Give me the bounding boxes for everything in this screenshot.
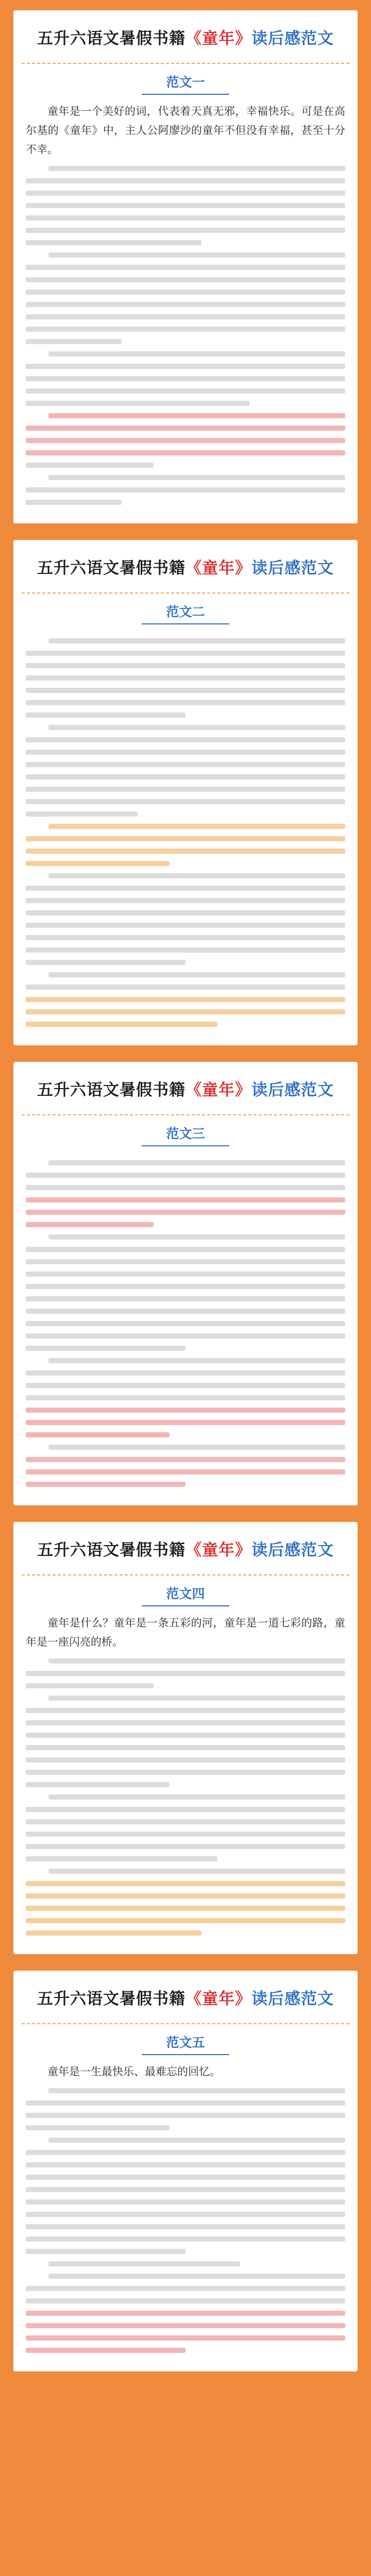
text-line-placeholder [26,487,345,493]
essay-subtitle: 范文一 [166,75,205,90]
text-line-placeholder [26,463,154,468]
text-line-placeholder [48,1358,345,1363]
paragraph-placeholder [26,2138,345,2254]
highlighted-text-line-placeholder [26,2335,345,2341]
text-line-placeholder [26,799,345,804]
title-book-name: 《童年》 [185,29,251,48]
highlighted-text-line-placeholder [26,1210,345,1215]
text-line-placeholder [26,1346,185,1351]
paragraph-placeholder [26,725,345,817]
text-line-placeholder [26,700,345,705]
text-line-placeholder [26,203,345,208]
text-line-placeholder [26,1395,345,1400]
text-line-placeholder [26,1370,345,1376]
essay-body [13,624,358,1045]
essay-list [0,10,371,2371]
text-line-placeholder [26,2298,345,2303]
text-line-placeholder [26,811,138,817]
essay-subtitle: 范文四 [166,1586,205,1601]
highlighted-text-line-placeholder [26,1197,345,1202]
text-line-placeholder [26,2249,185,2254]
paragraph-placeholder [26,1160,345,1227]
text-line-placeholder [26,886,345,891]
essay-subtitle: 范文三 [166,1126,205,1141]
paragraph-placeholder [26,1794,345,1861]
text-line-placeholder [26,302,345,307]
text-line-placeholder [26,2162,345,2167]
text-line-placeholder [48,252,345,258]
title-suffix: 读后感范文 [251,29,334,48]
essay-card-header [22,1971,349,2024]
highlighted-text-line-placeholder [48,824,345,829]
essay-subtitle: 范文二 [166,604,205,619]
highlighted-text-line-placeholder [26,1432,170,1437]
text-line-placeholder [26,1708,345,1713]
essay-card [13,540,358,1045]
text-line-placeholder [26,265,345,270]
highlighted-text-line-placeholder [26,2348,185,2353]
text-line-placeholder [26,2187,345,2192]
essay-card [13,10,358,523]
text-line-placeholder [48,638,345,643]
essay-card-header [22,10,349,64]
text-line-placeholder [26,2113,345,2118]
text-line-placeholder [26,2125,170,2130]
text-line-placeholder [26,787,345,792]
paragraph-placeholder [26,1658,345,1688]
text-line-placeholder [26,191,345,196]
text-line-placeholder [26,675,345,681]
text-line-placeholder [26,762,345,767]
text-line-placeholder [26,2224,345,2229]
highlighted-text-line-placeholder [26,1918,345,1923]
text-line-placeholder [26,2150,345,2155]
essay-subtitle: 范文五 [166,2035,205,2050]
essay-card [13,1522,358,1954]
highlighted-text-line-placeholder [26,861,170,866]
text-line-placeholder [48,351,345,357]
text-line-placeholder [26,364,345,369]
paragraph-placeholder [26,1358,345,1437]
paragraph-placeholder [26,1696,345,1787]
essay-body [13,1606,358,1954]
paragraph-placeholder [26,166,345,245]
highlighted-text-line-placeholder [26,1893,345,1899]
paragraph-placeholder [26,1869,345,1936]
text-line-placeholder [48,1658,345,1664]
text-line-placeholder [26,688,345,693]
text-line-placeholder [26,1782,170,1787]
essay-card-title [37,25,334,48]
paragraph-placeholder [26,475,345,505]
essay-card-header [22,1062,349,1115]
essay-card-title [37,555,334,578]
text-line-placeholder [26,388,345,394]
text-line-placeholder [26,1770,345,1775]
text-line-placeholder [26,1333,345,1338]
text-line-placeholder [26,1819,345,1824]
text-line-placeholder [26,228,345,233]
text-line-placeholder [48,2274,345,2279]
highlighted-text-line-placeholder [26,1420,345,1425]
essay-paragraph: 童年是一生最快乐、最难忘的回忆。 [47,2065,221,2078]
paragraph-placeholder [26,638,345,718]
highlighted-text-line-placeholder [26,997,345,1002]
title-prefix: 五升六语文暑假书籍 [37,1080,185,1099]
highlighted-text-line-placeholder [26,1482,185,1487]
text-line-placeholder [48,972,345,977]
highlighted-text-line-placeholder [26,438,345,443]
text-line-placeholder [26,1383,345,1388]
text-line-placeholder [26,1844,345,1849]
text-line-placeholder [26,651,345,656]
highlighted-text-line-placeholder [26,450,345,455]
essay-card-header [22,540,349,594]
text-line-placeholder [26,2175,345,2180]
text-line-placeholder [26,947,345,953]
text-line-placeholder [48,2138,345,2143]
title-suffix: 读后感范文 [251,1540,334,1560]
text-line-placeholder [26,750,345,755]
paragraph-placeholder [26,972,345,1027]
text-line-placeholder [26,1720,345,1725]
text-line-placeholder [26,713,185,718]
highlighted-text-line-placeholder [26,1881,345,1886]
text-line-placeholder [48,1160,345,1165]
highlighted-text-line-placeholder [26,1222,154,1227]
highlighted-text-line-placeholder [26,1022,217,1027]
text-line-placeholder [48,1445,345,1450]
highlighted-text-line-placeholder [26,849,345,854]
text-line-placeholder [26,2236,345,2242]
text-line-placeholder [26,1683,154,1688]
text-line-placeholder [48,1794,345,1800]
paragraph-placeholder [26,2274,345,2353]
title-prefix: 五升六语文暑假书籍 [37,29,185,48]
essay-card [13,1971,358,2371]
text-line-placeholder [26,314,345,319]
text-line-placeholder [26,898,345,903]
title-prefix: 五升六语文暑假书籍 [37,1540,185,1560]
text-line-placeholder [26,1173,345,1178]
text-line-placeholder [26,2212,345,2217]
text-line-placeholder [26,663,345,668]
text-line-placeholder [26,215,345,221]
text-line-placeholder [26,1321,345,1326]
paragraph-placeholder [26,873,345,965]
title-prefix: 五升六语文暑假书籍 [37,558,185,578]
title-prefix: 五升六语文暑假书籍 [37,1989,185,2008]
highlighted-text-line-placeholder [26,2311,345,2316]
paragraph-placeholder [26,2088,345,2130]
highlighted-text-line-placeholder [26,1408,345,1413]
text-line-placeholder [26,1832,345,1837]
text-line-placeholder [26,1671,345,1676]
text-line-placeholder [26,960,185,965]
highlighted-text-line-placeholder [26,426,345,431]
text-line-placeholder [26,985,345,990]
text-line-placeholder [26,910,345,916]
text-line-placeholder [26,1733,345,1738]
text-line-placeholder [48,725,345,730]
text-line-placeholder [26,2286,345,2291]
paragraph-placeholder [26,1234,345,1351]
text-line-placeholder [48,873,345,878]
text-line-placeholder [48,1696,345,1701]
paragraph-placeholder [26,252,345,344]
title-book-name: 《童年》 [185,1989,251,2008]
text-line-placeholder [26,1272,345,1277]
text-line-placeholder [48,1234,345,1240]
text-line-placeholder [26,923,345,928]
essay-card-title [37,1077,334,1100]
text-line-placeholder [26,376,345,381]
paragraph-placeholder [26,824,345,866]
text-line-placeholder [48,475,345,480]
text-line-placeholder [26,1745,345,1750]
highlighted-text-line-placeholder [26,1009,345,1014]
essay-body [13,1146,358,1505]
essay-card-title [37,1986,334,2009]
highlighted-text-line-placeholder [26,1469,345,1475]
text-line-placeholder [26,2100,345,2106]
title-book-name: 《童年》 [185,1540,251,1560]
text-line-placeholder [26,178,345,183]
paragraph-placeholder [26,1445,345,1487]
text-line-placeholder [26,737,345,742]
text-line-placeholder [26,1284,345,1289]
essay-body [13,2055,358,2371]
paragraph-placeholder [26,351,345,406]
title-book-name: 《童年》 [185,558,251,578]
paragraph-placeholder [26,2261,345,2266]
essay-paragraph: 童年是什么？童年是一条五彩的河，童年是一道七彩的路，童年是一座闪亮的桥。 [26,1617,345,1648]
essay-card [13,1062,358,1505]
text-line-placeholder [48,1869,345,1874]
text-line-placeholder [26,1296,345,1301]
highlighted-text-line-placeholder [26,2323,345,2328]
highlighted-text-line-placeholder [26,1906,345,1911]
text-line-placeholder [26,1185,345,1190]
highlighted-text-line-placeholder [26,836,345,841]
text-line-placeholder [26,1757,345,1762]
text-line-placeholder [26,290,345,295]
text-line-placeholder [48,2088,345,2093]
text-line-placeholder [26,1856,217,1861]
text-line-placeholder [26,277,345,282]
highlighted-text-line-placeholder [48,413,345,418]
text-line-placeholder [26,500,122,505]
essay-body [13,95,358,523]
title-suffix: 读后感范文 [251,1080,334,1099]
text-line-placeholder [48,2261,240,2266]
text-line-placeholder [26,401,249,406]
essay-paragraph: 童年是一个美好的词，代表着天真无邪，幸福快乐。可是在高尔基的《童年》中，主人公阿廖沙的童年不但没有幸福，甚至十分不幸。 [26,105,345,156]
text-line-placeholder [26,339,122,344]
text-line-placeholder [48,166,345,171]
paragraph-placeholder [26,413,345,468]
essay-card-title [37,1537,334,1560]
highlighted-text-line-placeholder [26,1457,345,1462]
highlighted-text-line-placeholder [26,1930,201,1936]
text-line-placeholder [26,1807,345,1812]
text-line-placeholder [26,935,345,940]
text-line-placeholder [26,240,201,245]
text-line-placeholder [26,2199,345,2205]
title-book-name: 《童年》 [185,1080,251,1099]
essay-card-header [22,1522,349,1575]
text-line-placeholder [26,327,345,332]
text-line-placeholder [26,1309,345,1314]
title-suffix: 读后感范文 [251,1989,334,2008]
text-line-placeholder [26,1247,345,1252]
text-line-placeholder [26,1259,345,1264]
text-line-placeholder [26,774,345,779]
title-suffix: 读后感范文 [251,558,334,578]
